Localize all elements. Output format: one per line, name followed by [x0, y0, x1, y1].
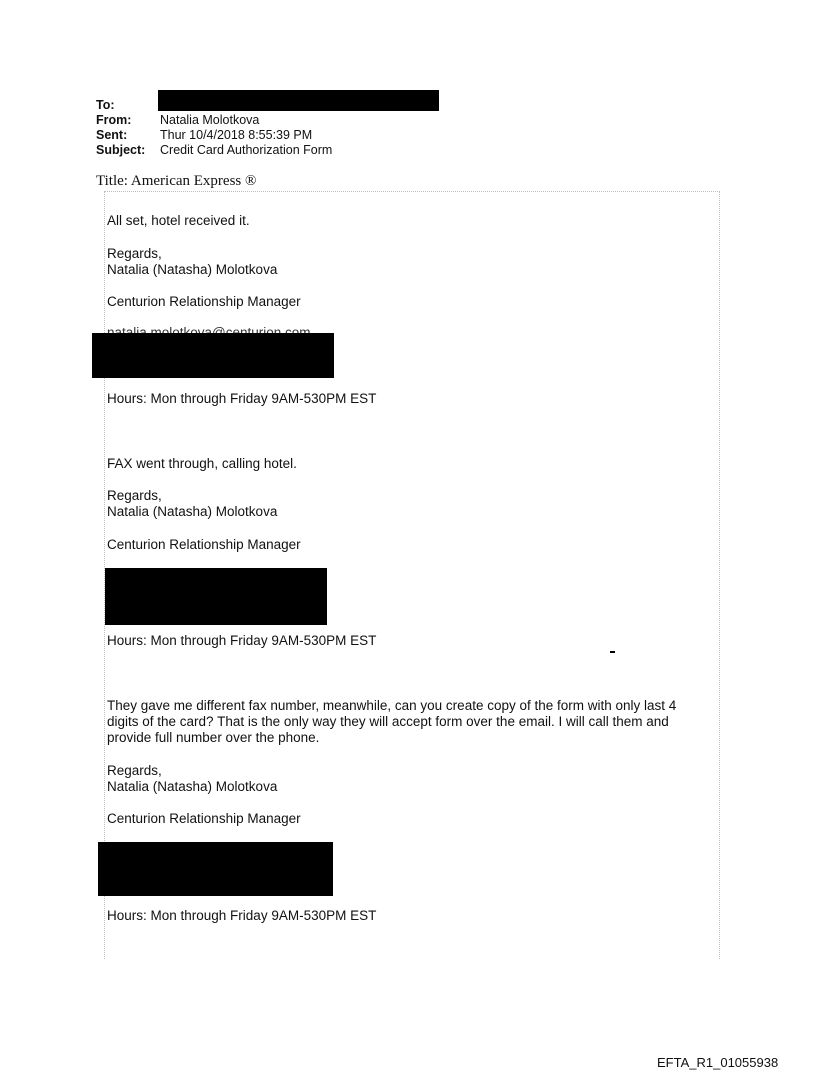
redaction-to-recipient	[158, 90, 439, 111]
frame-border-right	[719, 191, 720, 959]
subject-label: Subject:	[96, 143, 146, 157]
message-1-name: Natalia (Natasha) Molotkova	[107, 262, 278, 277]
message-3-name: Natalia (Natasha) Molotkova	[107, 779, 278, 794]
subject-value: Credit Card Authorization Form	[160, 143, 333, 157]
message-3-role: Centurion Relationship Manager	[107, 811, 301, 826]
from-label: From:	[96, 113, 132, 127]
sent-value: Thur 10/4/2018 8:55:39 PM	[160, 128, 313, 142]
sent-label: Sent:	[96, 128, 128, 142]
message-2-hours: Hours: Mon through Friday 9AM-530PM EST	[107, 633, 377, 648]
message-2-role: Centurion Relationship Manager	[107, 537, 301, 552]
message-1-hours: Hours: Mon through Friday 9AM-530PM EST	[107, 391, 377, 406]
message-2-regards: Regards,	[107, 488, 162, 503]
document-title: Title: American Express ®	[96, 173, 257, 189]
stray-mark	[610, 651, 615, 653]
message-1-body: All set, hotel received it.	[107, 213, 250, 228]
redaction-contact-3	[98, 842, 333, 896]
message-2-body: FAX went through, calling hotel.	[107, 456, 297, 471]
bates-number: EFTA_R1_01055938	[657, 1055, 779, 1070]
message-1-role: Centurion Relationship Manager	[107, 294, 301, 309]
redaction-contact-2	[105, 568, 327, 625]
message-3-body: They gave me different fax number, meanwhile, can you create copy of the form with only last 4 digits of the card? That is the only way they will accept form over the email. I will call them and provide full number over the phone.	[107, 698, 677, 745]
to-label: To:	[96, 98, 115, 112]
message-1-regards: Regards,	[107, 246, 162, 261]
message-3-regards: Regards,	[107, 763, 162, 778]
redaction-contact-1	[92, 333, 334, 378]
message-3-hours: Hours: Mon through Friday 9AM-530PM EST	[107, 908, 377, 923]
frame-border-top	[104, 191, 720, 192]
from-value: Natalia Molotkova	[160, 113, 260, 127]
message-2-name: Natalia (Natasha) Molotkova	[107, 504, 278, 519]
